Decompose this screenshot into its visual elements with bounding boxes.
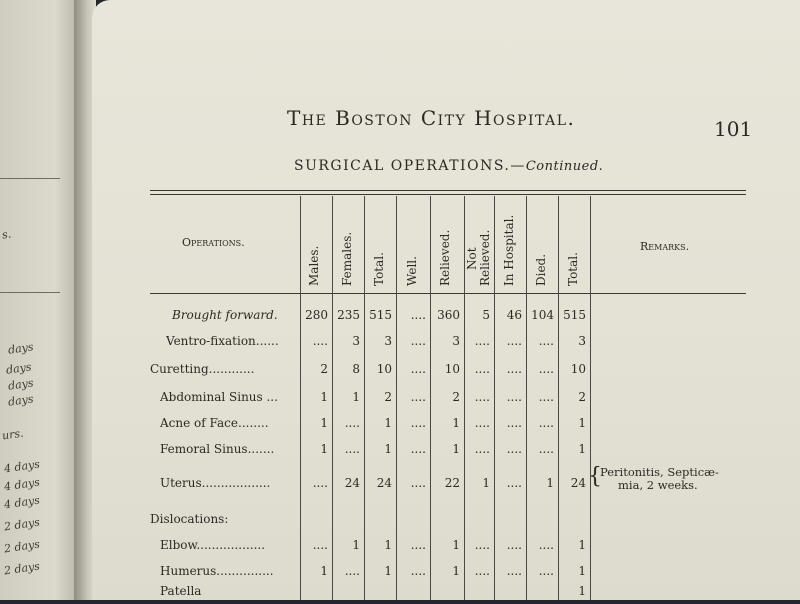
cell-died: .... (538, 442, 554, 456)
cell-well: .... (410, 308, 426, 322)
section-continued: Continued. (525, 159, 604, 174)
cell-in-hospital: 46 (506, 308, 522, 322)
cell-well: .... (410, 538, 426, 552)
operation-label: Femoral Sinus....... (160, 442, 275, 456)
cell-males: .... (312, 334, 328, 348)
remark-line: Peritonitis, Septicæ- (600, 465, 719, 479)
cell-total-2: 1 (578, 564, 586, 578)
operation-label: Patella (160, 584, 202, 598)
cell-total: 515 (369, 308, 392, 322)
cell-total-2: 1 (578, 538, 586, 552)
cell-well: .... (410, 362, 426, 376)
cell-died: 1 (546, 476, 554, 490)
table-row (92, 390, 800, 410)
header-in-hospital: In Hospital. (502, 214, 516, 286)
facing-page-fragment: days (5, 360, 33, 377)
remark-line: mia, 2 weeks. (618, 478, 698, 492)
cell-well: .... (410, 416, 426, 430)
header-died: Died. (534, 253, 548, 286)
table-row (92, 362, 800, 382)
cell-relieved: 1 (452, 416, 460, 430)
section-title-text: SURGICAL OPERATIONS.— (294, 158, 526, 174)
operation-label: Dislocations: (150, 512, 229, 526)
facing-page-fragment: days (7, 392, 35, 409)
header-females: Females. (340, 231, 354, 286)
table-row (92, 564, 800, 584)
cell-total-2: 1 (578, 442, 586, 456)
cell-relieved: 2 (452, 390, 460, 404)
cell-well: .... (410, 564, 426, 578)
facing-page (0, 0, 78, 600)
cell-females: .... (344, 564, 360, 578)
cell-well: .... (410, 442, 426, 456)
operation-label: Humerus............... (160, 564, 274, 578)
cell-died: .... (538, 538, 554, 552)
table-row (92, 416, 800, 436)
cell-total: 1 (384, 564, 392, 578)
cell-total: 3 (384, 334, 392, 348)
cell-in-hospital: .... (506, 334, 522, 348)
cell-relieved: 1 (452, 564, 460, 578)
book-page (92, 0, 800, 600)
cell-not-relieved: 5 (482, 308, 490, 322)
operation-label: Brought forward. (172, 308, 278, 322)
operation-label: Acne of Face........ (160, 416, 269, 430)
cell-relieved: 3 (452, 334, 460, 348)
cell-females: .... (344, 442, 360, 456)
remark-brace: { (588, 464, 602, 489)
cell-total-2: 10 (570, 362, 586, 376)
header-remarks: Remarks. (640, 240, 690, 253)
header-males: Males. (307, 245, 321, 286)
cell-died: .... (538, 416, 554, 430)
cell-not-relieved: .... (474, 442, 490, 456)
operation-label: Abdominal Sinus ... (160, 390, 278, 404)
cell-males: 2 (320, 362, 328, 376)
table-top-rule (150, 190, 746, 191)
cell-females: .... (344, 416, 360, 430)
cell-males: 1 (320, 416, 328, 430)
cell-in-hospital: .... (506, 538, 522, 552)
remark-uterus (600, 466, 719, 492)
cell-well: .... (410, 390, 426, 404)
cell-in-hospital: .... (506, 476, 522, 490)
cell-died: .... (538, 390, 554, 404)
cell-relieved: 1 (452, 538, 460, 552)
cell-males: 1 (320, 564, 328, 578)
header-not-relieved-line1: Not (465, 247, 479, 270)
cell-in-hospital: .... (506, 362, 522, 376)
cell-total: 1 (384, 538, 392, 552)
cell-total-2: 1 (578, 416, 586, 430)
cell-died: .... (538, 362, 554, 376)
table-row (92, 512, 800, 532)
table-row (92, 442, 800, 462)
header-operations: Operations. (182, 236, 245, 249)
facing-page-fragment: days (7, 376, 35, 393)
table-row (92, 538, 800, 558)
facing-page-fragment: 4 days (3, 493, 41, 512)
header-total: Total. (372, 252, 386, 286)
facing-page-rule (0, 178, 60, 179)
cell-not-relieved: .... (474, 390, 490, 404)
cell-in-hospital: .... (506, 416, 522, 430)
cell-in-hospital: .... (506, 564, 522, 578)
facing-page-fragment: 2 days (3, 537, 41, 556)
facing-page-rule (0, 292, 60, 293)
cell-males: .... (312, 538, 328, 552)
cell-died: .... (538, 564, 554, 578)
cell-females: 24 (344, 476, 360, 490)
header-relieved: Relieved. (438, 229, 452, 286)
cell-not-relieved: .... (474, 416, 490, 430)
cell-not-relieved: .... (474, 362, 490, 376)
cell-total: 2 (384, 390, 392, 404)
cell-females: 1 (352, 390, 360, 404)
cell-males: 280 (305, 308, 328, 322)
cell-total-2: 1 (578, 584, 586, 598)
operation-label: Ventro-fixation...... (166, 334, 279, 348)
cell-died: 104 (531, 308, 554, 322)
running-head: The Boston City Hospital. (287, 106, 576, 130)
table-row (92, 584, 800, 604)
cell-relieved: 1 (452, 442, 460, 456)
facing-page-fragment: 4 days (3, 457, 41, 476)
facing-page-fragment: urs. (1, 426, 25, 443)
cell-well: .... (410, 334, 426, 348)
cell-total-2: 515 (563, 308, 586, 322)
cell-total: 10 (376, 362, 392, 376)
table-header-rule (150, 293, 746, 294)
page-number: 101 (714, 117, 753, 141)
cell-females: 3 (352, 334, 360, 348)
operation-label: Uterus.................. (160, 476, 271, 490)
cell-relieved: 360 (437, 308, 460, 322)
header-not-relieved-line2: Relieved. (478, 229, 492, 286)
cell-females: 8 (352, 362, 360, 376)
facing-page-fragment: 4 days (3, 475, 41, 494)
table-top-rule (150, 194, 746, 195)
cell-not-relieved: .... (474, 538, 490, 552)
cell-not-relieved: .... (474, 564, 490, 578)
table-row (92, 308, 800, 328)
facing-page-fragment: 2 days (3, 559, 41, 578)
table-row (92, 334, 800, 354)
section-title (294, 158, 603, 174)
cell-females: 1 (352, 538, 360, 552)
cell-males: 1 (320, 390, 328, 404)
cell-in-hospital: .... (506, 390, 522, 404)
cell-females: 235 (337, 308, 360, 322)
header-well: Well. (405, 256, 419, 286)
facing-page-fragment: 2 days (3, 515, 41, 534)
cell-males: 1 (320, 442, 328, 456)
operation-label: Curetting............ (150, 362, 255, 376)
cell-in-hospital: .... (506, 442, 522, 456)
cell-died: .... (538, 334, 554, 348)
cell-total-2: 24 (570, 476, 586, 490)
cell-not-relieved: 1 (482, 476, 490, 490)
cell-total: 1 (384, 442, 392, 456)
cell-not-relieved: .... (474, 334, 490, 348)
cell-total-2: 3 (578, 334, 586, 348)
facing-page-fragment: s. (1, 227, 13, 242)
facing-page-fragment: days (7, 340, 35, 357)
cell-total: 1 (384, 416, 392, 430)
operation-label: Elbow.................. (160, 538, 266, 552)
cell-males: .... (312, 476, 328, 490)
cell-total-2: 2 (578, 390, 586, 404)
cell-relieved: 22 (444, 476, 460, 490)
header-total-2: Total. (566, 252, 580, 286)
cell-total: 24 (376, 476, 392, 490)
cell-well: .... (410, 476, 426, 490)
cell-relieved: 10 (444, 362, 460, 376)
